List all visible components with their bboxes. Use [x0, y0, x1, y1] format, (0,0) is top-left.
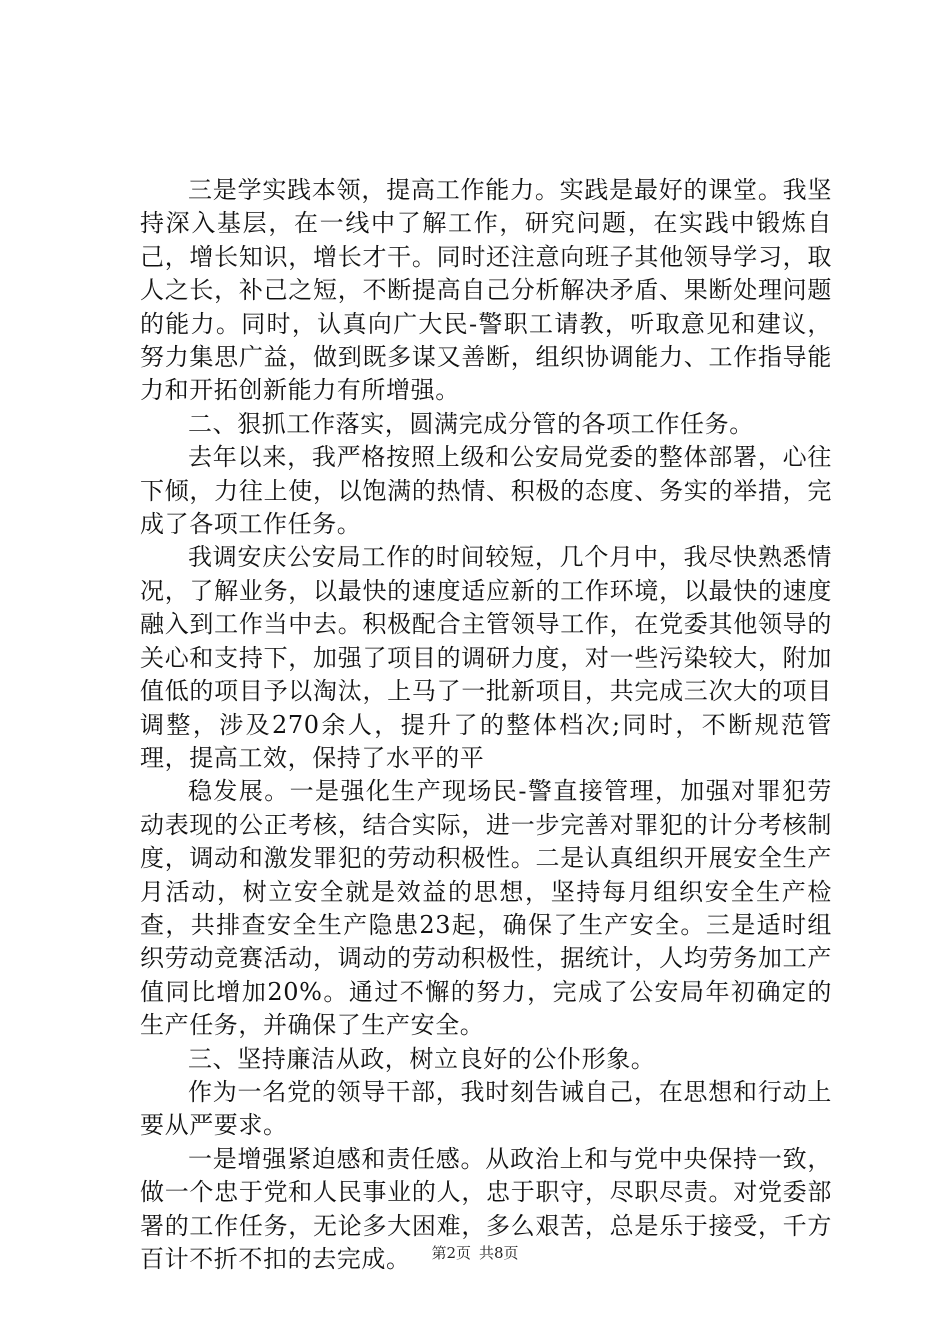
document-body: [140, 174, 832, 1276]
page-total: 共8页: [479, 1244, 519, 1262]
heading-section-two: 二、狠抓工作落实，圆满完成分管的各项工作任务。: [188, 409, 754, 438]
paragraph-transfer: 我调安庆公安局工作的时间较短，几个月中，我尽快熟悉情况，了解业务，以最快的速度适应新的工作环境，以最快的速度融入到工作当中去。积极配合主管领导工作，在党委其他领导的关心和支持下，加强了项目的调研力度，对一些污染较大，附加值低的项目予以淘汰，上马了一批新项目，共完成三次大的项目调整，涉及270余人，提升了的整体档次;同时，不断规范管理，提高工效，保持了水平的平: [140, 543, 832, 772]
paragraph-practice: 三是学实践本领，提高工作能力。实践是最好的课堂。我坚持深入基层，在一线中了解工作，研究问题，在实践中锻炼自己，增长知识，增长才干。同时还注意向班子其他领导学习，取人之长，补己之短，不断提高自己分析解决矛盾、果断处理问题的能力。同时，认真向广大民-警职工请教，听取意见和建议，努力集思广益，做到既多谋又善断，组织协调能力、工作指导能力和开拓创新能力有所增强。: [140, 176, 832, 405]
page-footer: [0, 1242, 950, 1263]
heading-section-three: 三、坚持廉洁从政，树立良好的公仆形象。: [188, 1044, 656, 1073]
paragraph-urgency: 一是增强紧迫感和责任感。从政治上和与党中央保持一致，做一个忠于党和人民事业的人，忠于职守，尽职尽责。对党委部署的工作任务，无论多大困难，多么艰苦，总是乐于接受，千方百计不折不扣的去完成。: [140, 1144, 832, 1273]
page-number: 第2页: [431, 1244, 471, 1262]
paragraph-last-year: 去年以来，我严格按照上级和公安局党委的整体部署，心往下倾，力往上使，以饱满的热情、积极的态度、务实的举措，完成了各项工作任务。: [140, 443, 832, 539]
paragraph-party-cadre: 作为一名党的领导干部，我时刻告诫自己，在思想和行动上要从严要求。: [140, 1077, 832, 1140]
paragraph-steady-development: 稳发展。一是强化生产现场民-警直接管理，加强对罪犯劳动表现的公正考核，结合实际，进一步完善对罪犯的计分考核制度，调动和激发罪犯的劳动积极性。二是认真组织开展安全生产月活动，树立安全就是效益的思想，坚持每月组织安全生产检查，共排查安全生产隐患23起，确保了生产安全。三是适时组织劳动竞赛活动，调动的劳动积极性，据统计，人均劳务加工产值同比增加20%。通过不懈的努力，完成了公安局年初确定的生产任务，并确保了生产安全。: [140, 777, 832, 1040]
